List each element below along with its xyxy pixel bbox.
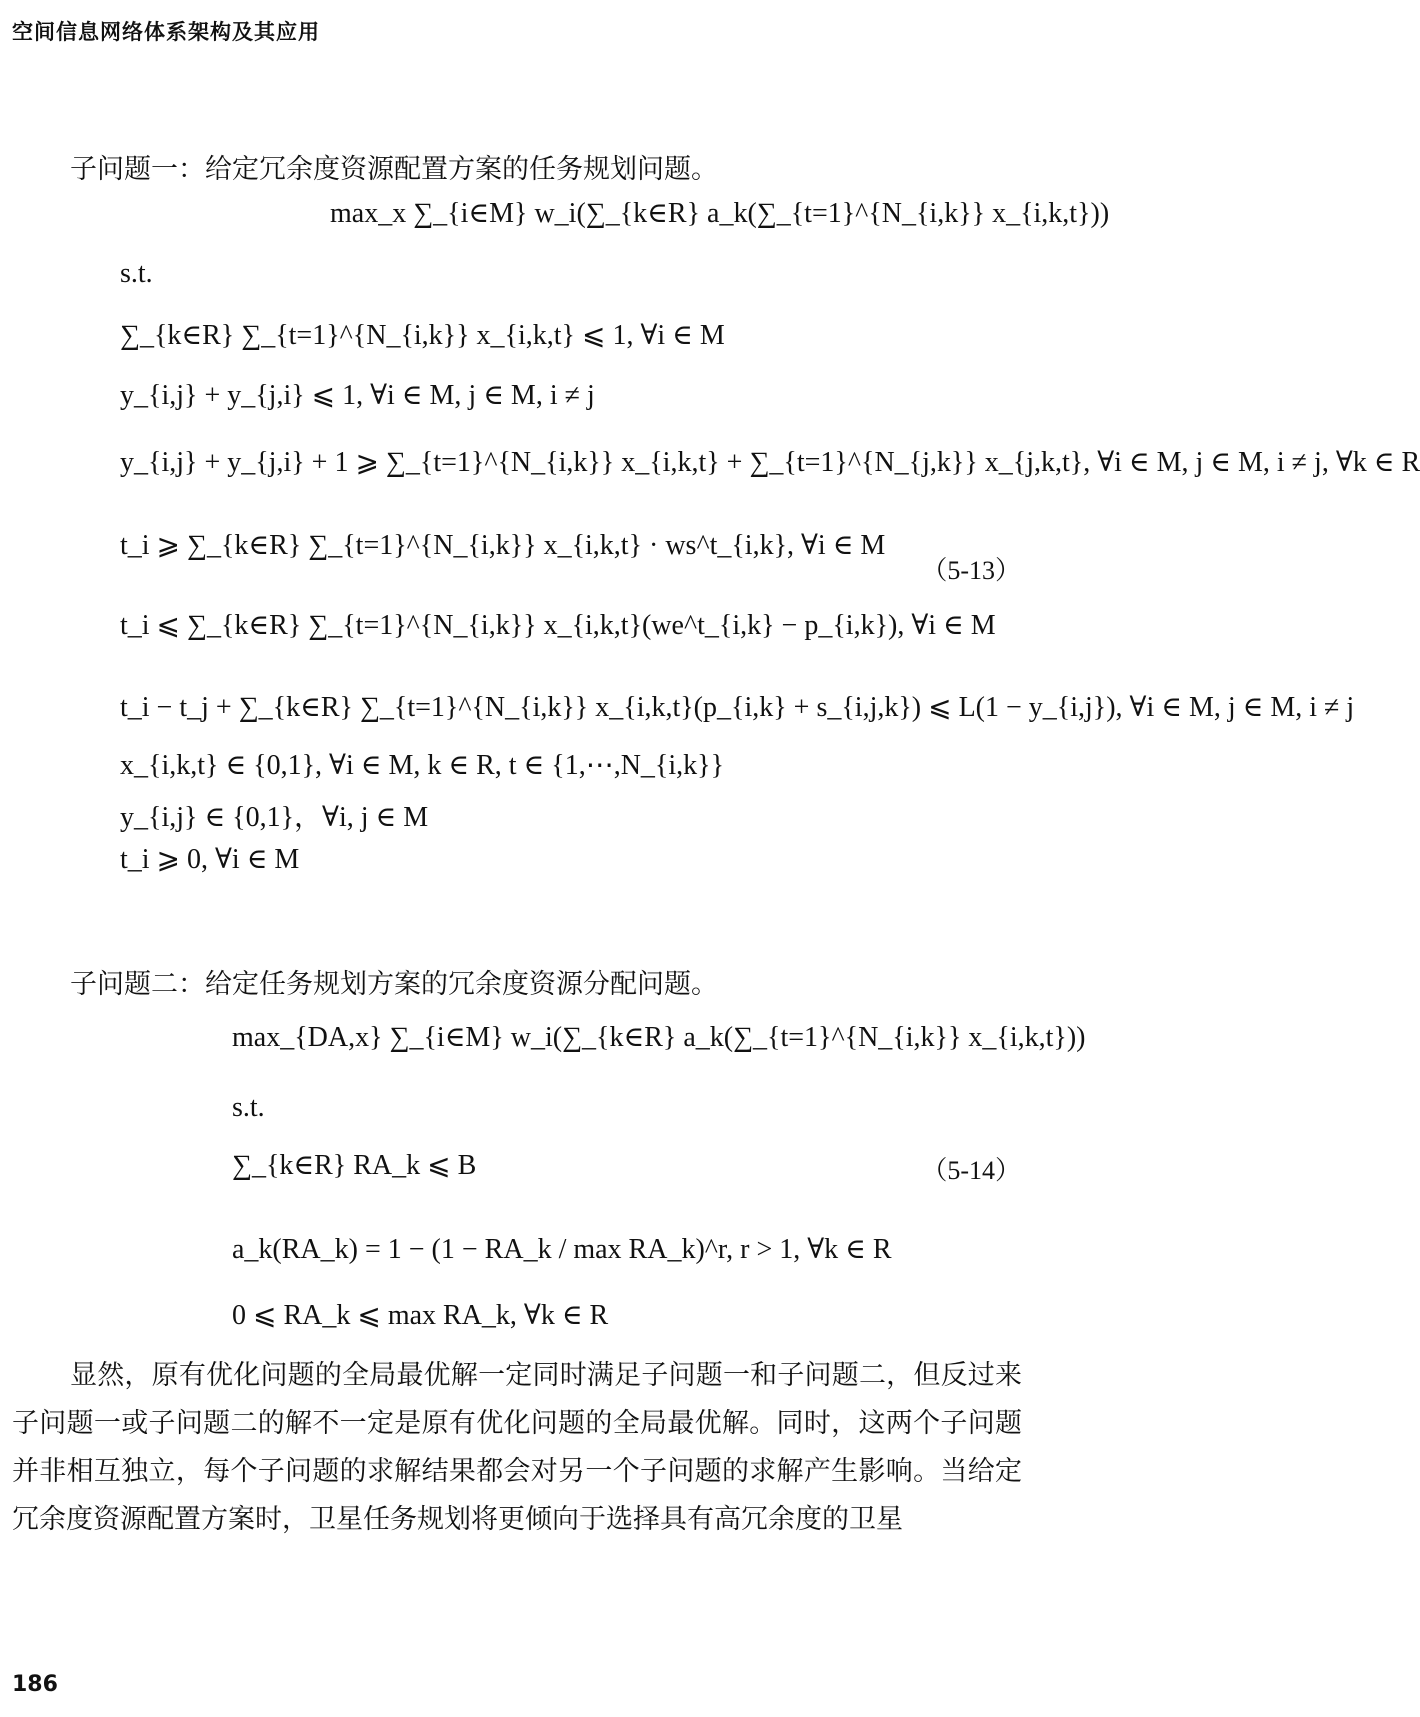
equation-constraint-7: x_{i,k,t} ∈ {0,1}, ∀i ∈ M, k ∈ R, t ∈ {1,⋯,N_{i,k}} — [120, 750, 725, 781]
equation-constraint-10: ∑_{k∈R} RA_k ⩽ B — [232, 1150, 477, 1181]
equation-objective-1: max_x ∑_{i∈M} w_i(∑_{k∈R} a_k(∑_{t=1}^{N_{i,k}} x_{i,k,t})) — [330, 198, 1110, 229]
subproblem-2-title: 子问题二：给定任务规划方案的冗余度资源分配问题。 — [70, 969, 718, 1000]
subproblem-1-title: 子问题一：给定冗余度资源配置方案的任务规划问题。 — [70, 154, 718, 185]
equation-constraint-6: t_i − t_j + ∑_{k∈R} ∑_{t=1}^{N_{i,k}} x_{i,k,t}(p_{i,k} + s_{i,j,k}) ⩽ L(1 − y_{i,j}), ∀i ∈ M, j ∈ M, i ≠ j — [120, 692, 1355, 723]
equation-st-2: s.t. — [232, 1092, 265, 1123]
equation-constraint-1: ∑_{k∈R} ∑_{t=1}^{N_{i,k}} x_{i,k,t} ⩽ 1, ∀i ∈ M — [120, 320, 725, 351]
equation-constraint-3: y_{i,j} + y_{j,i} + 1 ⩾ ∑_{t=1}^{N_{i,k}} x_{i,k,t} + ∑_{t=1}^{N_{j,k}} x_{j,k,t}, ∀i ∈ M, j ∈ M, i ≠ j, ∀k ∈ R — [120, 447, 1420, 478]
equation-constraint-12: 0 ⩽ RA_k ⩽ max RA_k, ∀k ∈ R — [232, 1300, 609, 1331]
equation-constraint-5: t_i ⩽ ∑_{k∈R} ∑_{t=1}^{N_{i,k}} x_{i,k,t}(we^t_{i,k} − p_{i,k}), ∀i ∈ M — [120, 610, 996, 641]
equation-number-5-13: （5-13） — [921, 556, 1021, 585]
page-number: 186 — [12, 1672, 58, 1697]
equation-st-1: s.t. — [120, 258, 153, 289]
equation-number-5-14: （5-14） — [921, 1156, 1021, 1185]
equation-constraint-9: t_i ⩾ 0, ∀i ∈ M — [120, 844, 300, 875]
equation-constraint-8: y_{i,j} ∈ {0,1}，∀i, j ∈ M — [120, 802, 429, 833]
equation-constraint-11: a_k(RA_k) = 1 − (1 − RA_k / max RA_k)^r, r > 1, ∀k ∈ R — [232, 1234, 892, 1265]
equation-constraint-4: t_i ⩾ ∑_{k∈R} ∑_{t=1}^{N_{i,k}} x_{i,k,t} · ws^t_{i,k}, ∀i ∈ M — [120, 530, 886, 561]
running-header: 空间信息网络体系架构及其应用 — [12, 20, 320, 44]
equation-constraint-2: y_{i,j} + y_{j,i} ⩽ 1, ∀i ∈ M, j ∈ M, i ≠ j — [120, 380, 595, 411]
equation-objective-2: max_{DA,x} ∑_{i∈M} w_i(∑_{k∈R} a_k(∑_{t=1}^{N_{i,k}} x_{i,k,t})) — [232, 1022, 1086, 1053]
body-paragraph: 显然，原有优化问题的全局最优解一定同时满足子问题一和子问题二，但反过来子问题一或子问题二的解不一定是原有优化问题的全局最优解。同时，这两个子问题并非相互独立，每个子问题的求解结果都会对另一个子问题的求解产生影响。当给定冗余度资源配置方案时，卫星任务规划将更倾向于选择具有高冗余度的卫星 — [12, 1360, 1022, 1535]
